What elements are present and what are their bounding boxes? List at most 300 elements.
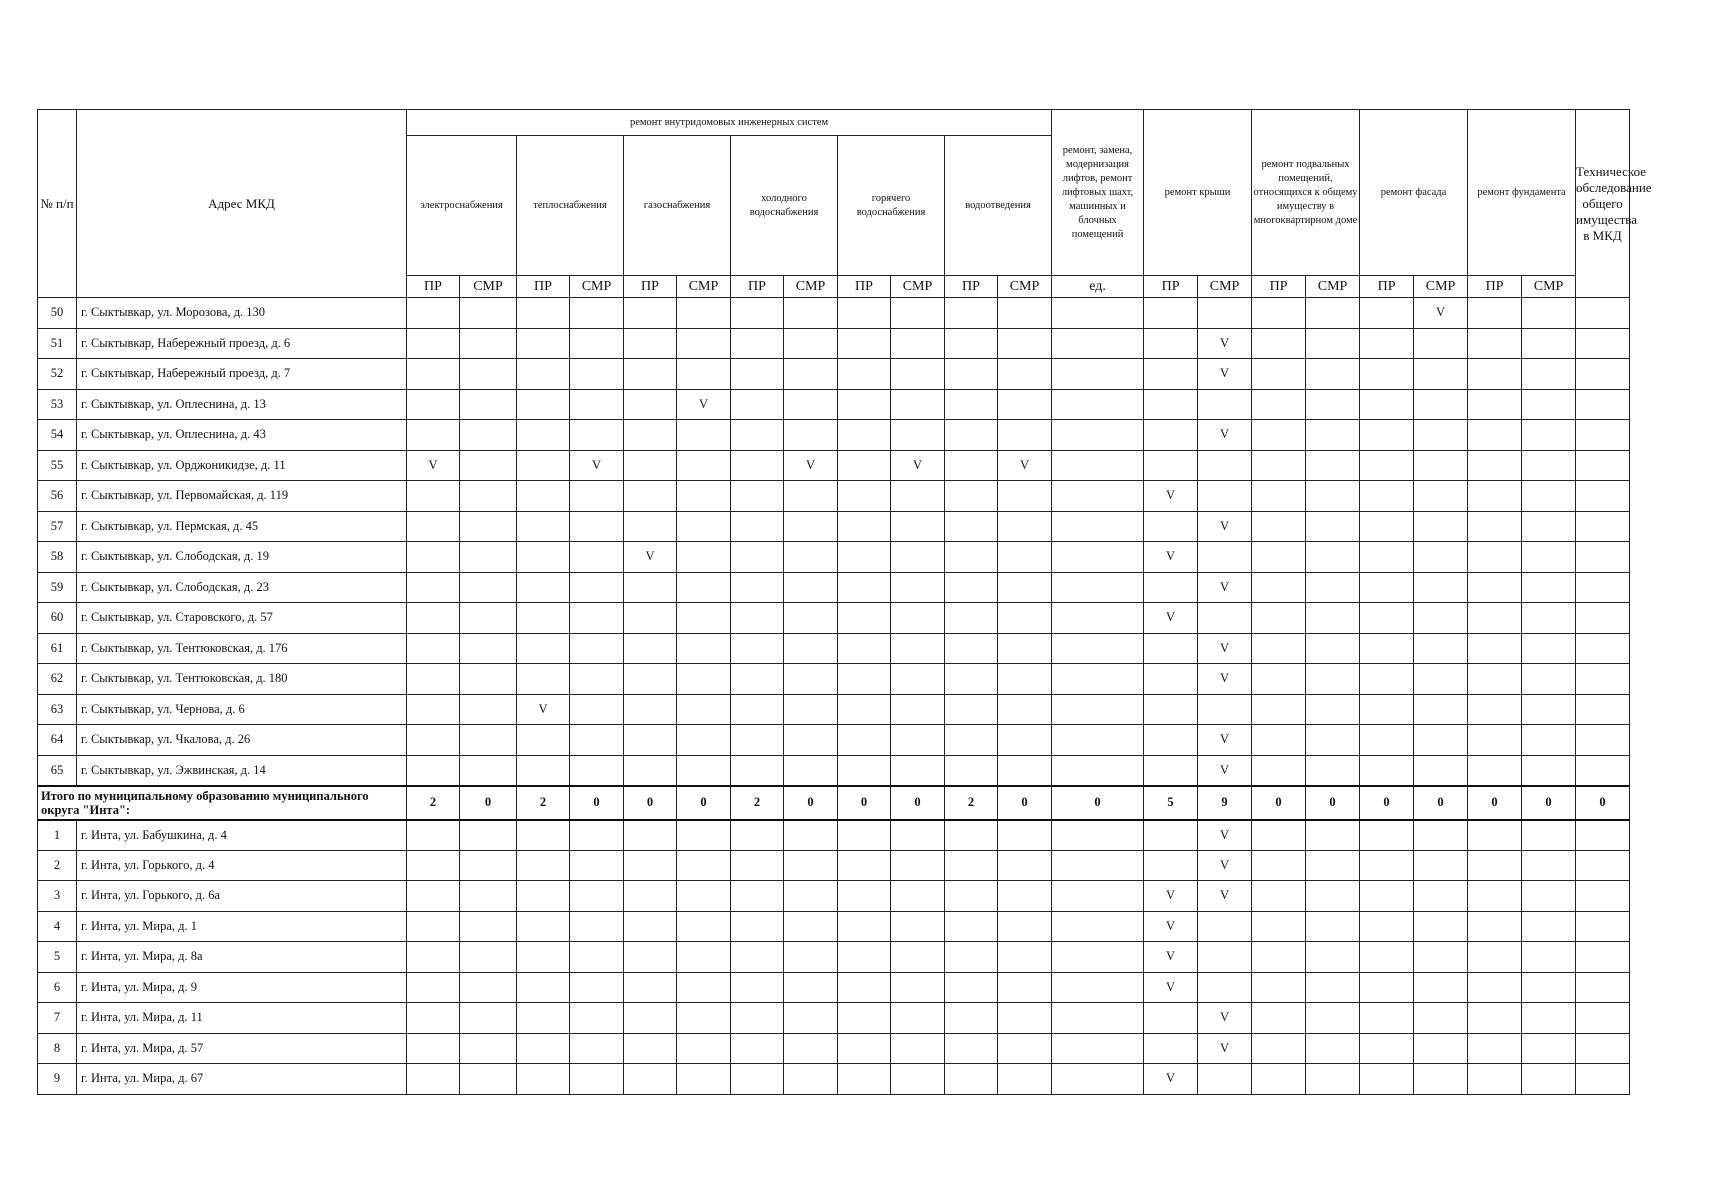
subheader-smr: СМР xyxy=(998,276,1052,298)
work-mark-cell xyxy=(624,328,677,359)
row-number: 58 xyxy=(38,542,77,573)
header-facade: ремонт фасада xyxy=(1360,110,1468,276)
work-mark-cell xyxy=(1522,942,1576,973)
work-mark-cell xyxy=(1360,820,1414,851)
work-mark-cell xyxy=(570,942,624,973)
work-mark-cell xyxy=(731,664,784,695)
work-mark-cell xyxy=(460,481,517,512)
work-mark-cell: V xyxy=(1198,664,1252,695)
table-row xyxy=(38,481,1729,512)
work-mark-cell xyxy=(1306,972,1360,1003)
work-mark-cell xyxy=(784,755,838,786)
work-mark-cell xyxy=(1052,328,1144,359)
work-mark-cell xyxy=(1144,511,1198,542)
total-value: 0 xyxy=(1360,786,1414,820)
work-mark-cell xyxy=(407,328,460,359)
work-mark-cell xyxy=(891,481,945,512)
work-mark-cell xyxy=(407,850,460,881)
work-mark-cell xyxy=(945,911,998,942)
work-mark-cell xyxy=(1414,942,1468,973)
work-mark-cell xyxy=(891,1064,945,1095)
work-mark-cell xyxy=(1576,850,1630,881)
work-mark-cell xyxy=(1252,881,1306,912)
row-address: г. Инта, ул. Бабушкина, д. 4 xyxy=(77,820,407,851)
work-mark-cell xyxy=(1198,942,1252,973)
work-mark-cell xyxy=(784,420,838,451)
table-row xyxy=(38,328,1729,359)
row-number: 65 xyxy=(38,755,77,786)
work-mark-cell xyxy=(1522,972,1576,1003)
work-mark-cell xyxy=(460,911,517,942)
work-mark-cell xyxy=(891,755,945,786)
work-mark-cell xyxy=(677,911,731,942)
work-mark-cell xyxy=(1414,542,1468,573)
work-mark-cell xyxy=(838,420,891,451)
header-foundation: ремонт фундамента xyxy=(1468,110,1576,276)
work-mark-cell: V xyxy=(1144,603,1198,634)
row-address: г. Сыктывкар, ул. Первомайская, д. 119 xyxy=(77,481,407,512)
table-row xyxy=(38,1003,1729,1034)
work-mark-cell xyxy=(677,633,731,664)
work-mark-cell xyxy=(1414,328,1468,359)
work-mark-cell xyxy=(1522,328,1576,359)
work-mark-cell xyxy=(838,664,891,695)
work-mark-cell xyxy=(784,1033,838,1064)
work-mark-cell xyxy=(570,972,624,1003)
work-mark-cell xyxy=(1576,298,1630,329)
work-mark-cell xyxy=(624,664,677,695)
work-mark-cell xyxy=(517,298,570,329)
total-value: 0 xyxy=(1468,786,1522,820)
work-mark-cell xyxy=(1252,1033,1306,1064)
work-mark-cell xyxy=(624,420,677,451)
work-mark-cell xyxy=(1360,1003,1414,1034)
work-mark-cell xyxy=(1576,1033,1630,1064)
work-mark-cell xyxy=(1360,420,1414,451)
table-row xyxy=(38,850,1729,881)
work-mark-cell xyxy=(624,850,677,881)
work-mark-cell xyxy=(998,972,1052,1003)
work-mark-cell xyxy=(784,881,838,912)
work-mark-cell xyxy=(460,389,517,420)
row-address: г. Инта, ул. Горького, д. 4 xyxy=(77,850,407,881)
work-mark-cell xyxy=(407,633,460,664)
work-mark-cell xyxy=(570,511,624,542)
row-number: 54 xyxy=(38,420,77,451)
work-mark-cell xyxy=(624,572,677,603)
work-mark-cell xyxy=(998,664,1052,695)
row-address: г. Инта, ул. Мира, д. 8а xyxy=(77,942,407,973)
work-mark-cell xyxy=(1468,542,1522,573)
work-mark-cell xyxy=(1522,755,1576,786)
work-mark-cell xyxy=(1144,450,1198,481)
subheader-smr: СМР xyxy=(784,276,838,298)
work-mark-cell xyxy=(784,603,838,634)
work-mark-cell: V xyxy=(1144,911,1198,942)
work-mark-cell xyxy=(1414,1033,1468,1064)
work-mark-cell: V xyxy=(517,694,570,725)
work-mark-cell xyxy=(731,328,784,359)
work-mark-cell xyxy=(1360,755,1414,786)
work-mark-cell xyxy=(1144,664,1198,695)
work-mark-cell xyxy=(731,542,784,573)
work-mark-cell xyxy=(838,911,891,942)
work-mark-cell xyxy=(784,1064,838,1095)
total-value: 0 xyxy=(998,786,1052,820)
work-mark-cell xyxy=(1468,420,1522,451)
work-mark-cell xyxy=(784,328,838,359)
work-mark-cell xyxy=(945,755,998,786)
work-mark-cell: V xyxy=(570,450,624,481)
table-row xyxy=(38,420,1729,451)
work-mark-cell xyxy=(731,420,784,451)
row-address: г. Сыктывкар, ул. Пермская, д. 45 xyxy=(77,511,407,542)
total-value: 2 xyxy=(517,786,570,820)
work-mark-cell xyxy=(838,481,891,512)
total-row xyxy=(38,786,1729,820)
work-mark-cell xyxy=(1360,298,1414,329)
table-row xyxy=(38,942,1729,973)
work-mark-cell xyxy=(460,1003,517,1034)
work-mark-cell xyxy=(1144,820,1198,851)
work-mark-cell xyxy=(1414,450,1468,481)
work-mark-cell: V xyxy=(1198,1003,1252,1034)
work-mark-cell xyxy=(1252,359,1306,390)
header-cold-water: холодного водоснабжения xyxy=(731,136,838,276)
row-address: г. Сыктывкар, ул. Тентюковская, д. 180 xyxy=(77,664,407,695)
work-mark-cell xyxy=(1144,694,1198,725)
work-mark-cell xyxy=(1306,664,1360,695)
work-mark-cell xyxy=(838,328,891,359)
work-mark-cell xyxy=(891,572,945,603)
work-mark-cell xyxy=(1252,1003,1306,1034)
work-mark-cell xyxy=(1252,1064,1306,1095)
work-mark-cell xyxy=(945,450,998,481)
work-mark-cell xyxy=(677,328,731,359)
work-mark-cell xyxy=(570,1003,624,1034)
work-mark-cell xyxy=(731,911,784,942)
work-mark-cell xyxy=(517,972,570,1003)
work-mark-cell xyxy=(891,511,945,542)
work-mark-cell xyxy=(624,942,677,973)
work-mark-cell xyxy=(731,511,784,542)
work-mark-cell xyxy=(1052,603,1144,634)
work-mark-cell xyxy=(784,664,838,695)
work-mark-cell xyxy=(1306,511,1360,542)
work-mark-cell xyxy=(784,633,838,664)
work-mark-cell xyxy=(1052,911,1144,942)
work-mark-cell xyxy=(460,420,517,451)
work-mark-cell xyxy=(460,725,517,756)
work-mark-cell xyxy=(998,942,1052,973)
work-mark-cell xyxy=(1252,911,1306,942)
work-mark-cell xyxy=(784,972,838,1003)
work-mark-cell xyxy=(570,881,624,912)
work-mark-cell xyxy=(677,820,731,851)
work-mark-cell xyxy=(1360,850,1414,881)
work-mark-cell xyxy=(407,359,460,390)
work-mark-cell: V xyxy=(1144,542,1198,573)
work-mark-cell xyxy=(677,881,731,912)
subheader-pr: ПР xyxy=(945,276,998,298)
work-mark-cell xyxy=(1414,1003,1468,1034)
work-mark-cell xyxy=(1576,911,1630,942)
work-mark-cell: V xyxy=(1198,328,1252,359)
work-mark-cell xyxy=(1576,542,1630,573)
work-mark-cell xyxy=(677,725,731,756)
work-mark-cell: V xyxy=(1198,881,1252,912)
work-mark-cell xyxy=(998,420,1052,451)
work-mark-cell xyxy=(407,511,460,542)
work-mark-cell xyxy=(407,881,460,912)
work-mark-cell xyxy=(677,542,731,573)
work-mark-cell xyxy=(1052,664,1144,695)
work-mark-cell xyxy=(1468,942,1522,973)
work-mark-cell xyxy=(1468,481,1522,512)
table-row xyxy=(38,911,1729,942)
work-mark-cell xyxy=(731,1064,784,1095)
work-mark-cell: V xyxy=(1198,359,1252,390)
work-mark-cell xyxy=(1052,881,1144,912)
work-mark-cell xyxy=(838,850,891,881)
total-value: 0 xyxy=(1576,786,1630,820)
work-mark-cell xyxy=(1468,1003,1522,1034)
work-mark-cell xyxy=(1052,972,1144,1003)
work-mark-cell xyxy=(838,1064,891,1095)
work-mark-cell xyxy=(1052,725,1144,756)
work-mark-cell xyxy=(1468,755,1522,786)
work-mark-cell xyxy=(460,572,517,603)
row-address: г. Сыктывкар, ул. Эжвинская, д. 14 xyxy=(77,755,407,786)
header-elevators: ремонт, замена, модернизация лифтов, ремонт лифтовых шахт, машинных и блочных помещений xyxy=(1052,110,1144,276)
work-mark-cell xyxy=(517,942,570,973)
work-mark-cell xyxy=(1522,633,1576,664)
work-mark-cell xyxy=(1576,881,1630,912)
work-mark-cell xyxy=(1360,389,1414,420)
row-number: 9 xyxy=(38,1064,77,1095)
row-address: г. Сыктывкар, ул. Оплеснина, д. 13 xyxy=(77,389,407,420)
total-value: 2 xyxy=(407,786,460,820)
work-mark-cell xyxy=(407,1003,460,1034)
work-mark-cell xyxy=(1468,450,1522,481)
work-mark-cell xyxy=(1468,664,1522,695)
work-mark-cell xyxy=(570,911,624,942)
work-mark-cell xyxy=(1144,1033,1198,1064)
work-mark-cell xyxy=(1144,359,1198,390)
work-mark-cell xyxy=(998,881,1052,912)
work-mark-cell xyxy=(1414,511,1468,542)
work-mark-cell xyxy=(1522,725,1576,756)
work-mark-cell xyxy=(1468,633,1522,664)
work-mark-cell xyxy=(731,359,784,390)
work-mark-cell xyxy=(945,850,998,881)
work-mark-cell xyxy=(624,481,677,512)
work-mark-cell xyxy=(1522,664,1576,695)
work-mark-cell xyxy=(1360,481,1414,512)
total-value: 0 xyxy=(1414,786,1468,820)
work-mark-cell xyxy=(784,298,838,329)
work-mark-cell xyxy=(891,881,945,912)
work-mark-cell xyxy=(517,850,570,881)
row-address: г. Сыктывкар, ул. Орджоникидзе, д. 11 xyxy=(77,450,407,481)
subheader-pr: ПР xyxy=(1144,276,1198,298)
work-mark-cell xyxy=(1052,420,1144,451)
row-address: г. Инта, ул. Мира, д. 57 xyxy=(77,1033,407,1064)
work-mark-cell xyxy=(517,881,570,912)
work-mark-cell xyxy=(1144,389,1198,420)
work-mark-cell xyxy=(517,1064,570,1095)
table-row xyxy=(38,389,1729,420)
table-row xyxy=(38,1033,1729,1064)
work-mark-cell xyxy=(1576,603,1630,634)
work-mark-cell xyxy=(677,1003,731,1034)
work-mark-cell xyxy=(517,389,570,420)
work-mark-cell xyxy=(460,542,517,573)
work-mark-cell xyxy=(570,694,624,725)
work-mark-cell xyxy=(677,755,731,786)
work-mark-cell xyxy=(460,603,517,634)
row-address: г. Сыктывкар, ул. Чкалова, д. 26 xyxy=(77,725,407,756)
work-mark-cell xyxy=(1306,389,1360,420)
work-mark-cell: V xyxy=(1198,633,1252,664)
work-mark-cell xyxy=(1252,389,1306,420)
work-mark-cell xyxy=(1360,664,1414,695)
work-mark-cell xyxy=(1198,481,1252,512)
work-mark-cell xyxy=(1576,359,1630,390)
subheader-pr: ПР xyxy=(624,276,677,298)
work-mark-cell xyxy=(838,972,891,1003)
work-mark-cell xyxy=(460,850,517,881)
work-mark-cell xyxy=(838,389,891,420)
work-mark-cell xyxy=(1576,450,1630,481)
work-mark-cell xyxy=(624,450,677,481)
work-mark-cell xyxy=(1414,694,1468,725)
work-mark-cell xyxy=(1306,420,1360,451)
work-mark-cell xyxy=(998,694,1052,725)
work-mark-cell xyxy=(1414,572,1468,603)
work-mark-cell xyxy=(1522,450,1576,481)
work-mark-cell xyxy=(945,481,998,512)
row-number: 50 xyxy=(38,298,77,329)
work-mark-cell xyxy=(1052,694,1144,725)
table-row xyxy=(38,664,1729,695)
work-mark-cell xyxy=(1414,359,1468,390)
work-mark-cell xyxy=(624,694,677,725)
work-mark-cell xyxy=(570,850,624,881)
total-value: 0 xyxy=(1252,786,1306,820)
work-mark-cell xyxy=(731,942,784,973)
work-mark-cell xyxy=(460,298,517,329)
header-drainage: водоотведения xyxy=(945,136,1052,276)
work-mark-cell xyxy=(1306,603,1360,634)
work-mark-cell xyxy=(838,572,891,603)
work-mark-cell xyxy=(838,542,891,573)
work-mark-cell xyxy=(1252,298,1306,329)
row-address: г. Инта, ул. Мира, д. 11 xyxy=(77,1003,407,1034)
header-hot-water: горячего водоснабжения xyxy=(838,136,945,276)
row-number: 5 xyxy=(38,942,77,973)
work-mark-cell xyxy=(460,511,517,542)
work-mark-cell xyxy=(1576,972,1630,1003)
work-mark-cell xyxy=(1468,603,1522,634)
work-mark-cell xyxy=(1360,359,1414,390)
work-mark-cell xyxy=(945,328,998,359)
work-mark-cell xyxy=(1252,664,1306,695)
work-mark-cell xyxy=(1198,603,1252,634)
work-mark-cell xyxy=(784,942,838,973)
work-mark-cell xyxy=(1198,972,1252,1003)
work-mark-cell xyxy=(1360,572,1414,603)
row-number: 51 xyxy=(38,328,77,359)
work-mark-cell xyxy=(945,1033,998,1064)
work-mark-cell xyxy=(838,1033,891,1064)
work-mark-cell xyxy=(460,881,517,912)
work-mark-cell xyxy=(624,820,677,851)
work-mark-cell xyxy=(1468,820,1522,851)
repair-schedule-table xyxy=(37,109,1729,1095)
work-mark-cell xyxy=(1522,511,1576,542)
work-mark-cell: V xyxy=(1198,820,1252,851)
work-mark-cell: V xyxy=(784,450,838,481)
work-mark-cell: V xyxy=(677,389,731,420)
work-mark-cell xyxy=(998,911,1052,942)
work-mark-cell xyxy=(1576,572,1630,603)
work-mark-cell xyxy=(891,542,945,573)
work-mark-cell xyxy=(460,359,517,390)
work-mark-cell xyxy=(838,942,891,973)
work-mark-cell xyxy=(1522,481,1576,512)
row-address: г. Сыктывкар, ул. Слободская, д. 19 xyxy=(77,542,407,573)
work-mark-cell xyxy=(1052,820,1144,851)
work-mark-cell xyxy=(407,755,460,786)
work-mark-cell: V xyxy=(1198,725,1252,756)
work-mark-cell: V xyxy=(1198,1033,1252,1064)
table-row xyxy=(38,511,1729,542)
work-mark-cell xyxy=(998,603,1052,634)
row-address: г. Сыктывкар, ул. Чернова, д. 6 xyxy=(77,694,407,725)
work-mark-cell xyxy=(460,1064,517,1095)
work-mark-cell xyxy=(1252,725,1306,756)
total-value: 0 xyxy=(891,786,945,820)
work-mark-cell xyxy=(784,694,838,725)
work-mark-cell: V xyxy=(1198,511,1252,542)
work-mark-cell xyxy=(1052,298,1144,329)
work-mark-cell xyxy=(624,633,677,664)
work-mark-cell xyxy=(677,298,731,329)
work-mark-cell xyxy=(570,328,624,359)
work-mark-cell xyxy=(570,725,624,756)
work-mark-cell xyxy=(570,1033,624,1064)
work-mark-cell xyxy=(624,725,677,756)
header-inspection: Техническое обследование общего имущества в МКД xyxy=(1576,110,1630,298)
work-mark-cell: V xyxy=(1198,572,1252,603)
work-mark-cell xyxy=(1198,542,1252,573)
work-mark-cell xyxy=(1052,572,1144,603)
subheader-unit: ед. xyxy=(1052,276,1144,298)
work-mark-cell xyxy=(945,664,998,695)
work-mark-cell xyxy=(784,911,838,942)
work-mark-cell xyxy=(1306,1033,1360,1064)
work-mark-cell xyxy=(460,328,517,359)
header-heat: теплоснабжения xyxy=(517,136,624,276)
row-address: г. Сыктывкар, ул. Слободская, д. 23 xyxy=(77,572,407,603)
work-mark-cell xyxy=(1052,542,1144,573)
work-mark-cell xyxy=(998,389,1052,420)
work-mark-cell xyxy=(1522,694,1576,725)
work-mark-cell xyxy=(1576,1064,1630,1095)
work-mark-cell xyxy=(677,942,731,973)
work-mark-cell xyxy=(407,481,460,512)
